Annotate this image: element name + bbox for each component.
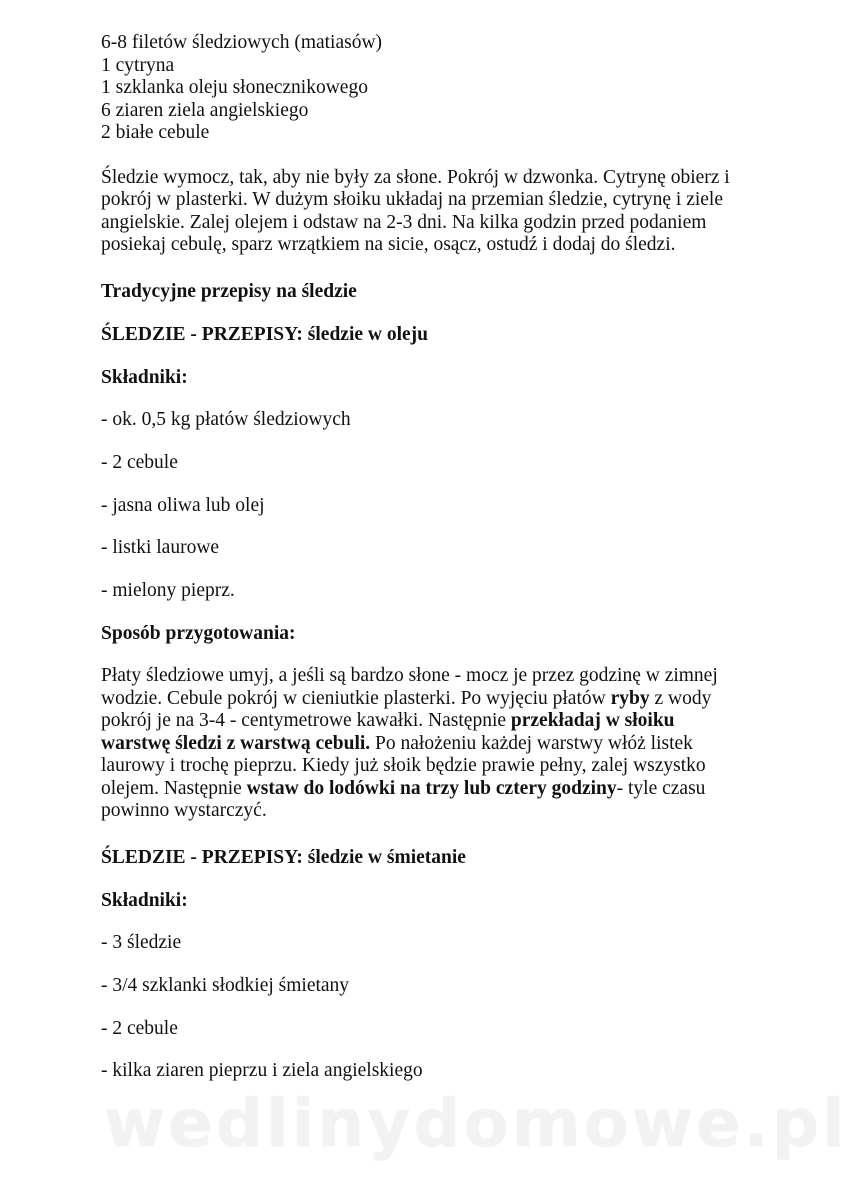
recipe1-ingredient: - 2 cebule: [101, 452, 178, 473]
top-ingredient-list: [101, 32, 761, 145]
paragraph-line: [101, 778, 761, 801]
ingredient-line: 1 szklanka oleju słonecznikowego: [101, 77, 368, 98]
bold-run: wstaw do lodówki na trzy lub cztery godziny: [246, 777, 617, 799]
paragraph-line: angielskie. Zalej olejem i odstaw na 2-3 dni. Na kilka godzin przed podaniem: [101, 211, 707, 233]
text-run: wodzie. Cebule pokrój w cieniutkie plasterki. Po wyjęciu płatów: [101, 687, 611, 709]
recipe1-title: ŚLEDZIE - PRZEPISY: śledzie w oleju: [101, 324, 429, 345]
paragraph-line: [101, 688, 761, 711]
recipe2-ingredient: - 3 śledzie: [101, 932, 182, 953]
ingredient-line: 1 cytryna: [101, 54, 175, 76]
text-run: pokrój je na 3-4 - centymetrowe kawałki. Następnie: [101, 710, 511, 731]
ingredient-line: 6-8 filetów śledziowych (matiasów): [101, 32, 383, 53]
recipe1-ingredient: - listki laurowe: [101, 537, 220, 558]
text-run: - tyle czasu: [616, 777, 706, 799]
paragraph-line: Śledzie wymocz, tak, aby nie były za słone. Pokrój w dzwonka. Cytrynę obierz i: [101, 166, 730, 188]
bold-run: ryby: [610, 687, 650, 709]
text-run: z wody: [649, 687, 712, 709]
paragraph-line: powinno wystarczyć.: [101, 800, 267, 821]
paragraph-line: [101, 733, 761, 756]
recipe1-method-label: Sposób przygotowania:: [101, 623, 296, 644]
recipe2-ingredient: - 3/4 szklanki słodkiej śmietany: [101, 975, 350, 996]
paragraph-line: Płaty śledziowe umyj, a jeśli są bardzo słone - mocz je przez godzinę w zimnej: [101, 665, 718, 686]
text-run: Po nałożeniu każdej warstwy włóż listek: [370, 732, 693, 754]
paragraph-line: [101, 710, 761, 733]
text-run: olejem. Następnie: [101, 777, 247, 799]
paragraph-line: laurowy i trochę pieprzu. Kiedy już słoik będzie prawie pełny, zalej wszystko: [101, 755, 706, 776]
recipe2-title: ŚLEDZIE - PRZEPISY: śledzie w śmietanie: [101, 847, 466, 868]
ingredient-line: 2 białe cebule: [101, 122, 210, 143]
paragraph-line: posiekaj cebulę, sparz wrzątkiem na sicie, osącz, ostudź i dodaj do śledzi.: [101, 234, 676, 255]
recipe2-ingredients-label: Składniki:: [101, 890, 188, 911]
recipe1-ingredient: - jasna oliwa lub olej: [101, 495, 265, 516]
recipe2-ingredient: - kilka ziaren pieprzu i ziela angielskiego: [101, 1060, 423, 1081]
intro-paragraph: [101, 167, 761, 257]
paragraph-line: pokrój w plasterki. W dużym słoiku układaj na przemian śledzie, cytrynę i ziele: [101, 189, 724, 210]
bold-run: warstwę śledzi z warstwą cebuli.: [101, 732, 371, 754]
ingredient-line: 6 ziaren ziela angielskiego: [101, 99, 309, 121]
recipe1-ingredient: - mielony pieprz.: [101, 580, 235, 601]
document-content: [101, 32, 761, 1081]
bold-run: przekładaj w słoiku: [510, 710, 675, 731]
recipe2-ingredient: - 2 cebule: [101, 1018, 178, 1039]
section-title: Tradycyjne przepisy na śledzie: [101, 281, 357, 302]
site-watermark: wedlinydomowe.pl: [104, 1085, 848, 1162]
recipe1-method-paragraph: [101, 665, 761, 823]
recipe1-ingredient: - ok. 0,5 kg płatów śledziowych: [101, 409, 351, 430]
recipe1-ingredients-label: Składniki:: [101, 367, 188, 388]
